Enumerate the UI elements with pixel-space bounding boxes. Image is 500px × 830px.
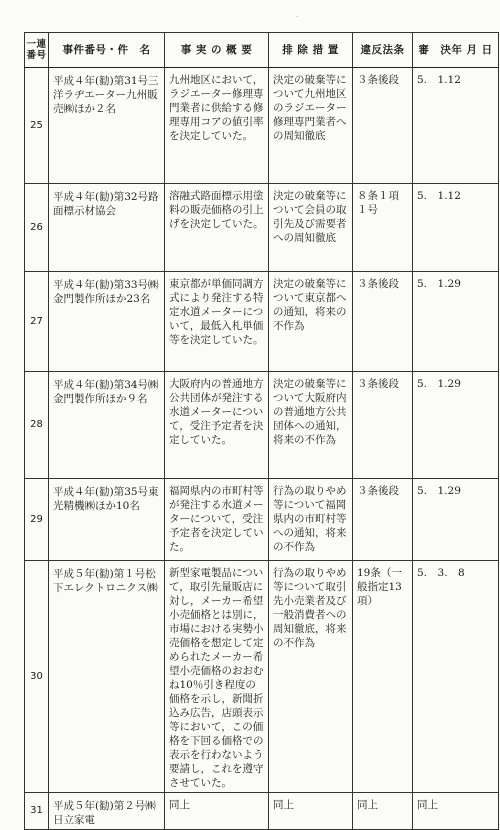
decision-date: 5. 1.29: [413, 479, 499, 561]
case-title: 平成５年(勧)第１号松下エレクトロニクス㈱: [49, 561, 165, 793]
facts-summary: 福岡県内の市町村等が発注する水道メーターについて，受注予定者を決定していた。: [165, 479, 269, 561]
violated-provision: ３条後段: [353, 479, 413, 561]
table-row: [25, 68, 499, 184]
row-number: 28: [25, 372, 49, 479]
case-title: 平成４年(勧)第33号㈱金門製作所ほか23名: [49, 272, 165, 372]
row-number: 25: [25, 68, 49, 184]
elimination-measures: 同上: [269, 793, 353, 830]
header-decision-date: 審 決年 月 日: [413, 33, 499, 68]
table-row: [25, 479, 499, 561]
row-number: 31: [25, 793, 49, 830]
table-row: [25, 793, 499, 830]
row-number: 26: [25, 184, 49, 272]
violated-provision: 19条（一般指定13項）: [353, 561, 413, 793]
header-case: 事件番号・件 名: [49, 33, 165, 68]
scan-speck: ·: [296, 13, 299, 21]
case-title: 平成４年(勧)第35号東光精機㈱ほか10名: [49, 479, 165, 561]
case-title: 平成４年(勧)第34号㈱金門製作所ほか９名: [49, 372, 165, 479]
header-measures: 排 除 措 置: [269, 33, 353, 68]
table-header-row: [25, 33, 499, 68]
table-row: [25, 561, 499, 793]
facts-summary: 九州地区において，ラジエーター修理専門業者に供給する修理専用コアの値引率を決定していた。: [165, 68, 269, 184]
facts-summary: 同上: [165, 793, 269, 830]
row-number: 30: [25, 561, 49, 793]
violated-provision: ３条後段: [353, 68, 413, 184]
header-law: 違反法条: [353, 33, 413, 68]
violated-provision: ３条後段: [353, 372, 413, 479]
decision-date: 5. 1.12: [413, 184, 499, 272]
violated-provision: 同上: [353, 793, 413, 830]
row-number: 29: [25, 479, 49, 561]
header-facts: 事 実 の 概 要: [165, 33, 269, 68]
elimination-measures: 決定の破棄等について会員の取引先及び需要者への周知徹底: [269, 184, 353, 272]
decision-date: 5. 1.29: [413, 272, 499, 372]
elimination-measures: 決定の破棄等について東京都への通知，将来の不作為: [269, 272, 353, 372]
facts-summary: 溶融式路面標示用塗料の販売価格の引上げを決定していた。: [165, 184, 269, 272]
elimination-measures: 決定の破棄等について九州地区のラジエーター修理専門業者への周知徹底: [269, 68, 353, 184]
elimination-measures: 決定の破棄等について大阪府内の普通地方公共団体への通知，将来の不作為: [269, 372, 353, 479]
decision-date: 同上: [413, 793, 499, 830]
header-number: 一連番号: [25, 33, 49, 68]
facts-summary: 新型家電製品について，取引先量販店に対し，メーカー希望小売価格とは別に，市場における実勢小売価格を想定して定められたメーカー希望小売価格のおおむね10％引き程度の価格を示し，新聞折込み広告，店頭表示等において，この価格を下回る価格での表示を行わないよう要請し，これを遵守させていた。: [165, 561, 269, 793]
violated-provision: ８条１項１号: [353, 184, 413, 272]
facts-summary: 大阪府内の普通地方公共団体が発注する水道メーターについて，受注予定者を決定していた。: [165, 372, 269, 479]
decision-date: 5. 1.29: [413, 372, 499, 479]
case-title: 平成５年(勧)第２号㈱日立家電: [49, 793, 165, 830]
table-row: [25, 184, 499, 272]
violated-provision: ３条後段: [353, 272, 413, 372]
decision-table: [24, 32, 499, 830]
decision-date: 5. 1.12: [413, 68, 499, 184]
table-row: [25, 372, 499, 479]
row-number: 27: [25, 272, 49, 372]
case-title: 平成４年(勧)第32号路面標示材協会: [49, 184, 165, 272]
elimination-measures: 行為の取りやめ等について福岡県内の市町村等への通知，将来の不作為: [269, 479, 353, 561]
decision-date: 5. 3. 8: [413, 561, 499, 793]
facts-summary: 東京都が単価同調方式により発注する特定水道メーターについて，最低入札単価等を決定していた。: [165, 272, 269, 372]
elimination-measures: 行為の取りやめ等について取引先小売業者及び一般消費者への周知徹底，将来の不作為: [269, 561, 353, 793]
case-title: 平成４年(勧)第31号三洋ラヂエーター九州販売㈱ほか２名: [49, 68, 165, 184]
table-row: [25, 272, 499, 372]
